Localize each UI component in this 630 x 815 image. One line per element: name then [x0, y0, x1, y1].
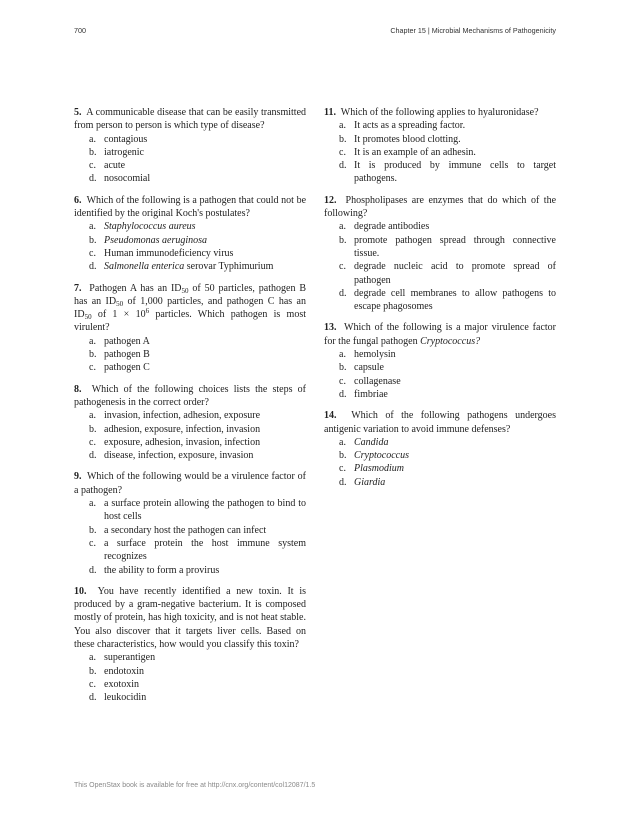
option-letter: d. [89, 261, 97, 273]
option-letter: a. [89, 335, 96, 347]
option-text: contagious [104, 133, 148, 145]
answer-options [74, 133, 306, 186]
answer-options [324, 348, 556, 401]
option-text: serovar Typhimurium [184, 261, 274, 273]
option-letter: a. [339, 349, 346, 361]
option-letter: a. [339, 221, 346, 233]
option-letter: a. [339, 120, 346, 132]
question-number: 11. [324, 107, 336, 118]
option-a [324, 348, 556, 361]
option-text: Cryptococcus [354, 450, 409, 462]
option-a [324, 436, 556, 449]
option-text: a surface protein the host immune system recognizes [104, 537, 306, 563]
option-text: It acts as a spreading factor. [354, 120, 466, 132]
option-letter: d. [339, 388, 347, 400]
question-number: 9. [74, 471, 82, 483]
option-text: leukocidin [104, 692, 147, 704]
question-number: 13. [324, 322, 337, 334]
page-footer: This OpenStax book is available for free at http://cnx.org/content/col12087/1.5 [74, 782, 316, 789]
option-letter: c. [339, 463, 346, 475]
option-c [74, 678, 306, 691]
option-letter: c. [89, 362, 96, 374]
option-letter: c. [89, 436, 96, 448]
option-letter: b. [339, 362, 347, 374]
question-stem-part: of 1,000 particles, and pathogen C has an ID [74, 295, 306, 321]
option-letter: b. [89, 524, 97, 536]
question-number: 10. [74, 585, 87, 597]
option-letter: a. [89, 498, 96, 510]
option-letter: a. [89, 652, 96, 664]
question-stem-part: particles. Which pathogen is most virulent? [74, 309, 306, 334]
option-b [74, 423, 306, 436]
option-text: the ability to form a provirus [104, 564, 220, 576]
option-a [324, 220, 556, 233]
question-text [324, 194, 556, 221]
option-text: It promotes blood clotting. [354, 133, 461, 145]
option-text: Staphylococcus aureus [104, 221, 196, 233]
option-b [74, 234, 306, 247]
answer-options [324, 436, 556, 489]
option-letter: d. [89, 450, 97, 462]
question-number: 12. [324, 194, 337, 206]
option-letter: c. [89, 160, 96, 172]
option-text: endotoxin [104, 665, 144, 677]
option-text: exotoxin [104, 678, 139, 690]
option-text: adhesion, exposure, infection, invasion [104, 423, 261, 435]
option-d [324, 287, 556, 314]
question-stem-part: Pathogen A has an ID [89, 282, 182, 294]
page-header [74, 26, 556, 38]
option-text: degrade cell membranes to allow pathogens to escape phagosomes [354, 287, 556, 313]
option-letter: c. [89, 678, 96, 690]
option-letter: a. [89, 133, 96, 145]
option-letter: b. [89, 423, 97, 435]
option-text: fimbriae [354, 388, 388, 400]
option-text: Plasmodium [354, 463, 404, 475]
answer-options [324, 220, 556, 313]
question-6 [74, 194, 306, 274]
option-text: invasion, infection, adhesion, exposure [104, 410, 261, 422]
subscript: 50 [116, 299, 124, 308]
option-text: disease, infection, exposure, invasion [104, 450, 254, 462]
option-text: nosocomial [104, 173, 151, 185]
option-c [74, 436, 306, 449]
question-text [324, 321, 556, 348]
option-text: acute [104, 160, 126, 172]
answer-options [74, 497, 306, 577]
option-text: degrade antibodies [354, 221, 430, 233]
option-letter: b. [89, 349, 97, 361]
option-b [324, 449, 556, 462]
question-stem-part: of 1 × 10 [91, 309, 146, 321]
option-text: Giardia [354, 476, 386, 488]
option-d [74, 260, 306, 273]
option-text: exposure, adhesion, invasion, infection [104, 436, 261, 448]
option-c [74, 159, 306, 172]
option-d [74, 564, 306, 577]
option-letter: c. [339, 375, 346, 387]
question-7 [74, 282, 306, 375]
question-13 [324, 321, 556, 401]
option-text: Human immunodeficiency virus [104, 247, 234, 259]
subscript: 50 [84, 313, 92, 322]
option-d [324, 159, 556, 186]
option-c [74, 247, 306, 260]
option-text: hemolysin [354, 349, 396, 361]
option-text: pathogen B [104, 349, 150, 361]
question-number: 14. [324, 410, 337, 422]
question-11 [324, 106, 556, 186]
option-c [324, 375, 556, 388]
question-10 [74, 585, 306, 705]
option-text: a surface protein allowing the pathogen to bind to host cells [104, 498, 306, 523]
option-c [324, 146, 556, 159]
answer-options [74, 409, 306, 462]
option-text: superantigen [104, 652, 156, 664]
answer-options [74, 651, 306, 704]
option-letter: c. [89, 247, 96, 259]
question-12 [324, 194, 556, 314]
option-b [74, 146, 306, 159]
question-text [74, 194, 306, 221]
option-d [324, 388, 556, 401]
option-letter: a. [339, 436, 346, 448]
option-a [74, 220, 306, 233]
option-text: It is produced by immune cells to target pathogens. [354, 160, 556, 185]
option-text: promote pathogen spread through connective tissue. [354, 234, 556, 259]
option-text: pathogen C [104, 362, 150, 374]
option-text: a secondary host the pathogen can infect [104, 524, 267, 536]
question-stem: Which of the following choices lists the steps of pathogenesis in the correct order? [74, 383, 306, 408]
option-d [74, 449, 306, 462]
option-b [74, 524, 306, 537]
option-text: iatrogenic [104, 146, 144, 158]
option-a [74, 651, 306, 664]
question-stem: Which of the following is a major virulence factor for the fungal pathogen [324, 322, 556, 347]
question-14 [324, 409, 556, 489]
option-b [324, 234, 556, 261]
question-stem: A communicable disease that can be easily transmitted from person to person is which type of disease? [74, 107, 307, 132]
question-8 [74, 383, 306, 463]
option-letter: b. [339, 234, 347, 246]
option-a [324, 119, 556, 132]
question-number: 8. [74, 383, 82, 395]
question-stem-part: of 50 particles, pathogen B has an ID [74, 282, 307, 307]
option-letter: a. [89, 410, 96, 422]
option-letter: b. [339, 133, 347, 145]
question-stem: Which of the following applies to hyaluronidase? [340, 107, 539, 118]
right-column [324, 106, 556, 497]
option-letter: d. [339, 160, 347, 172]
left-column [74, 106, 306, 712]
question-stem: Phospholipases are enzymes that do which of the following? [324, 194, 557, 220]
option-d [74, 172, 306, 185]
option-letter: b. [89, 665, 97, 677]
answer-options [324, 119, 556, 185]
question-number: 7. [74, 282, 82, 294]
option-d [74, 691, 306, 704]
option-c [74, 537, 306, 564]
question-text [324, 409, 556, 436]
option-text: pathogen A [104, 335, 150, 347]
question-number: 6. [74, 194, 82, 206]
option-c [74, 361, 306, 374]
option-letter: c. [339, 146, 346, 158]
question-stem: You have recently identified a new toxin. It is produced by a gram-negative bacterium. It is composed mostly of protein, has high toxicity, and is not heat stable. You also discover that it targets liver cells. Based on these characteristics, how would you classify this toxin? [74, 585, 306, 650]
answer-options [74, 335, 306, 375]
option-text: capsule [354, 362, 384, 374]
option-text: Candida [354, 436, 389, 448]
question-text [74, 470, 306, 497]
option-c [324, 260, 556, 287]
question-text [324, 106, 556, 119]
option-letter: c. [89, 537, 96, 549]
option-text: degrade nucleic acid to promote spread of pathogen [354, 261, 556, 286]
question-text [74, 282, 306, 335]
option-d [324, 476, 556, 489]
option-b [324, 133, 556, 146]
option-a [74, 497, 306, 524]
page-number: 700 [74, 26, 86, 35]
option-letter: d. [89, 173, 97, 185]
option-letter: b. [89, 234, 97, 246]
question-text [74, 585, 306, 651]
option-text: It is an example of an adhesin. [354, 146, 476, 158]
question-5 [74, 106, 306, 186]
option-a [74, 335, 306, 348]
option-b [324, 361, 556, 374]
question-text [74, 383, 306, 410]
question-9 [74, 470, 306, 576]
option-b [74, 665, 306, 678]
question-stem: Which of the following is a pathogen that could not be identified by the original Koch's postulates? [74, 194, 307, 220]
option-letter: a. [89, 221, 96, 233]
option-letter: b. [89, 146, 97, 158]
option-letter: d. [89, 692, 97, 704]
option-letter: d. [89, 564, 97, 576]
option-letter: d. [339, 476, 347, 488]
option-a [74, 409, 306, 422]
option-b [74, 348, 306, 361]
option-letter: d. [339, 287, 347, 299]
option-text: Pseudomonas aeruginosa [104, 234, 208, 246]
superscript: 6 [145, 307, 150, 316]
question-text [74, 106, 306, 133]
option-a [74, 133, 306, 146]
subscript: 50 [181, 286, 189, 295]
option-text: collagenase [354, 375, 401, 387]
option-letter: c. [339, 261, 346, 273]
option-text-italic: Salmonella enterica [104, 261, 185, 273]
question-stem: Which of the following would be a virulence factor of a pathogen? [74, 471, 306, 496]
question-number: 5. [74, 107, 82, 118]
option-c [324, 462, 556, 475]
option-letter: b. [339, 450, 347, 462]
question-stem-italic: Cryptococcus? [420, 335, 481, 347]
question-stem: Which of the following pathogens undergoes antigenic variation to avoid immune defenses? [324, 410, 556, 435]
chapter-title: Chapter 15 | Microbial Mechanisms of Pathogenicity [390, 26, 556, 35]
answer-options [74, 220, 306, 273]
